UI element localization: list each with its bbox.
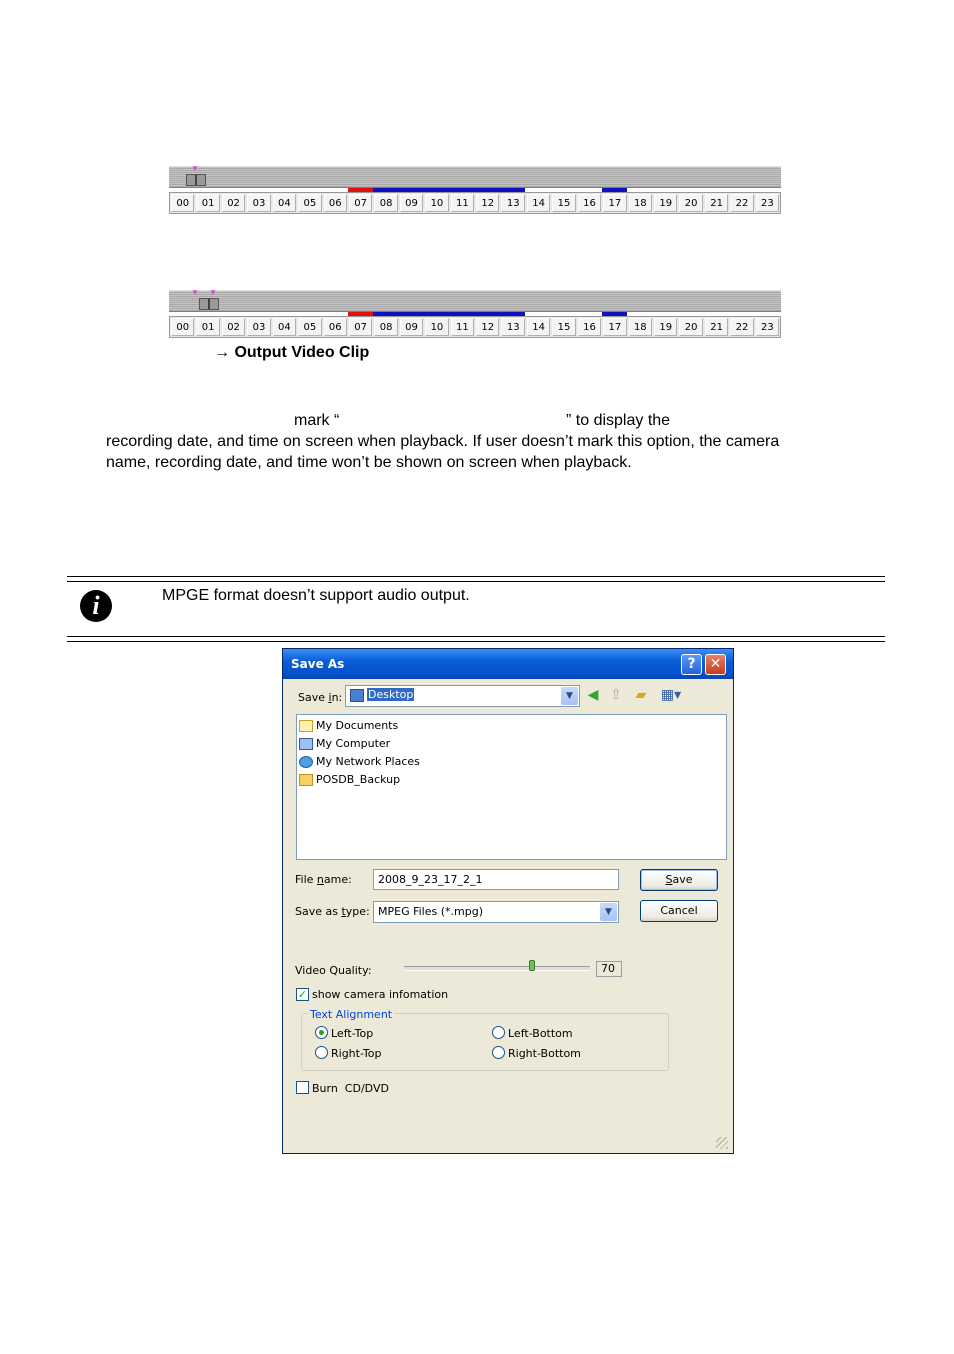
- list-item[interactable]: My Network Places: [299, 753, 420, 771]
- left-top-label: Left-Top: [331, 1027, 374, 1040]
- hour-cell[interactable]: 13: [501, 194, 524, 212]
- hour-cell[interactable]: 16: [578, 318, 601, 336]
- resize-grip-icon[interactable]: [716, 1137, 728, 1149]
- note-border-bottom: [67, 636, 885, 642]
- file-name-input[interactable]: 2008_9_23_17_2_1: [373, 869, 619, 890]
- folder-icon: [299, 774, 313, 786]
- hour-cell[interactable]: 09: [400, 194, 423, 212]
- hour-cell[interactable]: 10: [425, 194, 448, 212]
- hour-cell[interactable]: 19: [654, 194, 677, 212]
- hour-cell[interactable]: 03: [247, 194, 270, 212]
- radio-right-bottom[interactable]: [492, 1046, 505, 1059]
- hour-cell[interactable]: 08: [374, 194, 397, 212]
- info-icon: i: [80, 590, 112, 622]
- hour-cell[interactable]: 13: [501, 318, 524, 336]
- save-in-select[interactable]: [345, 685, 580, 707]
- dialog-title: Save As: [291, 657, 345, 671]
- hour-cell[interactable]: 06: [324, 318, 347, 336]
- video-quality-slider[interactable]: [404, 966, 590, 971]
- radio-left-bottom[interactable]: [492, 1026, 505, 1039]
- hour-cell[interactable]: 18: [629, 194, 652, 212]
- title-bar[interactable]: [283, 649, 733, 679]
- list-item[interactable]: My Documents: [299, 717, 398, 735]
- slider-thumb[interactable]: [529, 960, 535, 971]
- timeline-handle[interactable]: [199, 298, 219, 310]
- video-quality-value: 70: [596, 961, 622, 977]
- hour-cell[interactable]: 15: [552, 194, 575, 212]
- dialog-body: [286, 679, 730, 1151]
- burn-cd-dvd-checkbox[interactable]: [296, 1081, 309, 1094]
- hour-cell[interactable]: 14: [527, 318, 550, 336]
- hour-cell[interactable]: 07: [349, 318, 372, 336]
- hour-cell[interactable]: 09: [400, 318, 423, 336]
- hour-cell[interactable]: 08: [374, 318, 397, 336]
- hour-cell[interactable]: 17: [603, 318, 626, 336]
- list-item[interactable]: POSDB_Backup: [299, 771, 400, 789]
- hour-cell[interactable]: 11: [451, 318, 474, 336]
- paragraph-fragment: ” to display the: [566, 412, 671, 429]
- arrow-icon: →: [214, 344, 230, 361]
- hour-cell[interactable]: 05: [298, 194, 321, 212]
- timeline-2: [169, 290, 781, 338]
- hour-cell[interactable]: 02: [222, 318, 245, 336]
- file-name-label: File name:: [295, 873, 352, 886]
- paragraph-line-3: name, recording date, and time won’t be shown on screen when playback.: [106, 454, 632, 471]
- hour-cell[interactable]: 14: [527, 194, 550, 212]
- hour-cell[interactable]: 16: [578, 194, 601, 212]
- save-as-type-select[interactable]: [373, 901, 619, 923]
- video-quality-label: Video Quality:: [295, 964, 372, 977]
- list-item[interactable]: My Computer: [299, 735, 390, 753]
- hour-cell[interactable]: 12: [476, 318, 499, 336]
- timeline-1: [169, 166, 781, 214]
- end-marker-icon: ▼: [209, 288, 217, 297]
- burn-cd-dvd-label: Burn CD/DVD: [312, 1082, 389, 1095]
- save-as-type-label: Save as type:: [295, 905, 370, 918]
- save-as-dialog: [282, 648, 734, 1154]
- hour-cell[interactable]: 19: [654, 318, 677, 336]
- paragraph-line-2: recording date, and time on screen when playback. If user doesn’t mark this option, the camera: [106, 433, 780, 450]
- chevron-down-icon[interactable]: ▼: [561, 687, 578, 705]
- hour-cell[interactable]: 03: [247, 318, 270, 336]
- radio-right-top[interactable]: [315, 1046, 328, 1059]
- left-bottom-label: Left-Bottom: [508, 1027, 573, 1040]
- file-list[interactable]: [296, 714, 727, 860]
- hour-cell[interactable]: 20: [679, 194, 702, 212]
- my-computer-icon: [299, 738, 313, 750]
- step-caption: [214, 344, 369, 362]
- hour-scale: [169, 316, 781, 338]
- hour-cell[interactable]: 22: [730, 318, 753, 336]
- timeline-track[interactable]: [169, 290, 781, 312]
- hour-cell[interactable]: 04: [273, 194, 296, 212]
- timeline-handle[interactable]: [186, 174, 206, 186]
- radio-left-top[interactable]: [315, 1026, 328, 1039]
- up-folder-icon[interactable]: ⇧: [610, 687, 622, 703]
- hour-cell[interactable]: 10: [425, 318, 448, 336]
- hour-scale: [169, 192, 781, 214]
- new-folder-icon[interactable]: ▰: [635, 687, 647, 703]
- text-alignment-group: [301, 1013, 669, 1071]
- network-places-icon: [299, 756, 313, 768]
- cancel-button[interactable]: Cancel: [640, 900, 718, 922]
- save-in-value: Desktop: [368, 688, 414, 701]
- my-documents-icon: [299, 720, 313, 732]
- show-camera-info-checkbox[interactable]: ✓: [297, 988, 308, 1001]
- help-button[interactable]: ?: [681, 654, 702, 675]
- hour-cell[interactable]: 02: [222, 194, 245, 212]
- timeline-track[interactable]: [169, 166, 781, 188]
- caption-text: Output Video Clip: [234, 344, 370, 361]
- hour-cell[interactable]: 22: [730, 194, 753, 212]
- back-icon[interactable]: ◀: [587, 687, 599, 703]
- hour-cell[interactable]: 23: [756, 194, 779, 212]
- hour-cell[interactable]: 20: [679, 318, 702, 336]
- desktop-icon: [350, 689, 364, 702]
- view-menu-icon[interactable]: ▦▾: [660, 687, 682, 703]
- start-marker-icon: ▼: [191, 164, 199, 173]
- show-camera-info-label: show camera infomation: [312, 988, 449, 1001]
- right-bottom-label: Right-Bottom: [508, 1047, 581, 1060]
- hour-cell[interactable]: 15: [552, 318, 575, 336]
- save-button[interactable]: Save: [640, 869, 718, 891]
- hour-cell[interactable]: 18: [629, 318, 652, 336]
- start-marker-icon: ▼: [191, 288, 199, 297]
- close-button[interactable]: ✕: [705, 654, 726, 675]
- hour-cell[interactable]: 21: [705, 318, 728, 336]
- hour-cell[interactable]: 01: [196, 318, 219, 336]
- hour-cell[interactable]: 12: [476, 194, 499, 212]
- text-alignment-title: Text Alignment: [310, 1008, 393, 1021]
- hour-cell[interactable]: 06: [324, 194, 347, 212]
- save-in-label: Save in:: [298, 691, 343, 704]
- hour-cell[interactable]: 17: [603, 194, 626, 212]
- note-text: MPGE format doesn’t support audio output.: [162, 587, 470, 604]
- hour-cell[interactable]: 04: [273, 318, 296, 336]
- hour-cell[interactable]: 07: [349, 194, 372, 212]
- hour-cell[interactable]: 00: [171, 194, 194, 212]
- hour-cell[interactable]: 23: [756, 318, 779, 336]
- right-top-label: Right-Top: [331, 1047, 382, 1060]
- note-border-top: [67, 576, 885, 582]
- hour-cell[interactable]: 01: [196, 194, 219, 212]
- hour-cell[interactable]: 21: [705, 194, 728, 212]
- hour-cell[interactable]: 11: [451, 194, 474, 212]
- hour-cell[interactable]: 00: [171, 318, 194, 336]
- chevron-down-icon[interactable]: ▼: [600, 903, 617, 921]
- hour-cell[interactable]: 05: [298, 318, 321, 336]
- save-as-type-value: MPEG Files (*.mpg): [378, 905, 483, 918]
- paragraph-fragment: mark “: [294, 412, 340, 429]
